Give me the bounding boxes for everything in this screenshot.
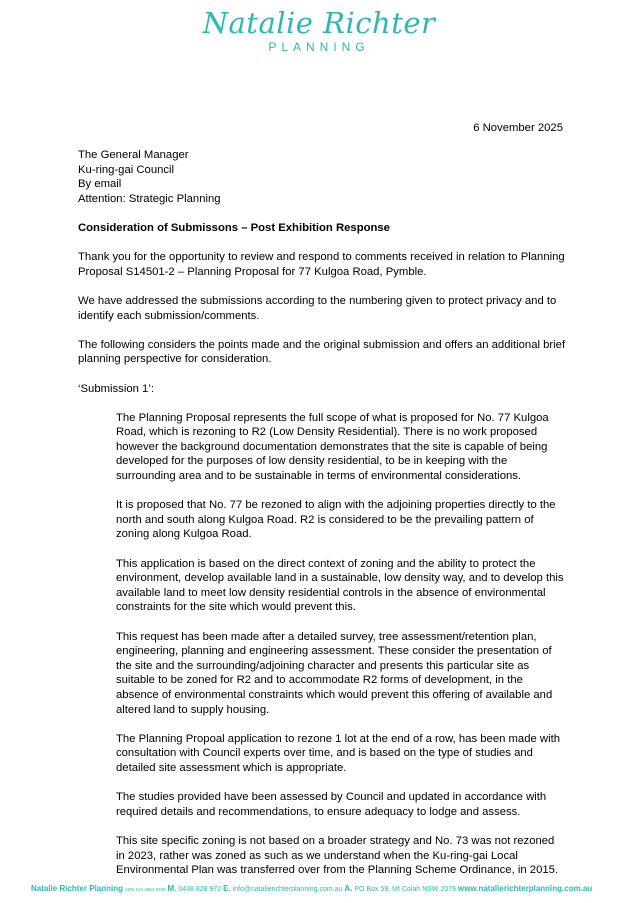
paragraph: The following considers the points made and the original submission and offers an additional brief planning perspective for consideration.: [78, 338, 566, 366]
paragraph: This application is based on the direct context of zoning and the ability to protect the environment, develop available land in a sustainable, low density way, and to develop this available land to meet low density residential controls in the absence of environmental constraints for the site which would prevent this.: [116, 557, 564, 614]
submission-label: ‘Submission 1’:: [78, 382, 154, 395]
paragraph: It is proposed that No. 77 be rezoned to align with the adjoining properties directly to the north and south along Kulgoa Road. R2 is considered to be the prevailing pattern of zoning along Kulgoa Road.: [116, 499, 556, 541]
logo-name: Natalie Richter: [202, 6, 436, 40]
paragraph: Thank you for the opportunity to review and respond to comments received in relation to Planning Proposal S14501-2 – Planning Proposal for 77 Kulgoa Road, Pymble.: [78, 251, 565, 278]
address-line: The General Manager: [78, 149, 189, 161]
company-logo: [0, 6, 638, 54]
paragraph: This site specific zoning is not based on a broader strategy and No. 73 was not rezoned in 2023, rather was zoned as such as we understand when the Ku-ring-gai Local Environmental Plan was transferred over from the Planning Scheme Ordinance, in 2015.: [116, 834, 559, 877]
footer-website: www.natalierichterplanning.com.au: [457, 883, 593, 893]
recipient-address: [78, 148, 566, 206]
letter-date: 6 November 2025: [473, 122, 563, 134]
footer-abn: ABN 126 3884 9336: [124, 886, 166, 892]
footer-email: info@natalierichterplanning.com.au: [232, 885, 343, 893]
paragraph: This request has been made after a detailed survey, tree assessment/retention plan, engineering, planning and engineering assessment. These consider the presentation of the site and the surrounding/adjoining character and presents this particular site as suitable to be zoned for R2 and to accommodate R2 forms of development, in the absence of environmental constraints which would prevent this offering of available and altered land to supply housing.: [116, 630, 553, 716]
footer-email-label: E.: [223, 883, 231, 893]
logo-subtitle: PLANNING: [268, 40, 370, 54]
footer-mobile-label: M.: [167, 883, 177, 893]
address-line: By email: [78, 178, 122, 191]
paragraph: The Planning Proposal represents the full scope of what is proposed for No. 77 Kulgoa Road, which is rezoning to R2 (Low Density Residential). There is no work proposed however the background documentation demonstrates that the site is capable of being developed for the purposes of low density residential, to be in keeping with the surrounding area and to be sustainable in terms of environmental considerations.: [116, 411, 549, 483]
paragraph: We have addressed the submissions according to the numbering given to protect privacy and to identify each submission/comments.: [78, 294, 557, 322]
address-line: Attention: Strategic Planning: [78, 192, 221, 205]
address-line: Ku-ring-gai Council: [78, 163, 175, 176]
paragraph: The Planning Propoal application to rezone 1 lot at the end of a row, has been made with consultation with Council experts over time, and is based on the type of studies and detailed site assessment which is appropriate.: [116, 732, 561, 774]
letterhead-footer: [31, 884, 638, 895]
footer-address: PO Box 59, Mt Colah NSW 2079: [354, 885, 456, 893]
letter-heading: Consideration of Submissons – Post Exhibition Response: [78, 221, 390, 234]
footer-address-label: A.: [344, 883, 353, 893]
paragraph: The studies provided have been assessed by Council and updated in accordance with required details and recommendations, to ensure adequacy to lodge and assess.: [116, 791, 547, 818]
footer-mobile: 0438 828 972: [178, 885, 222, 893]
footer-company: Natalie Richter Planning: [31, 883, 124, 893]
